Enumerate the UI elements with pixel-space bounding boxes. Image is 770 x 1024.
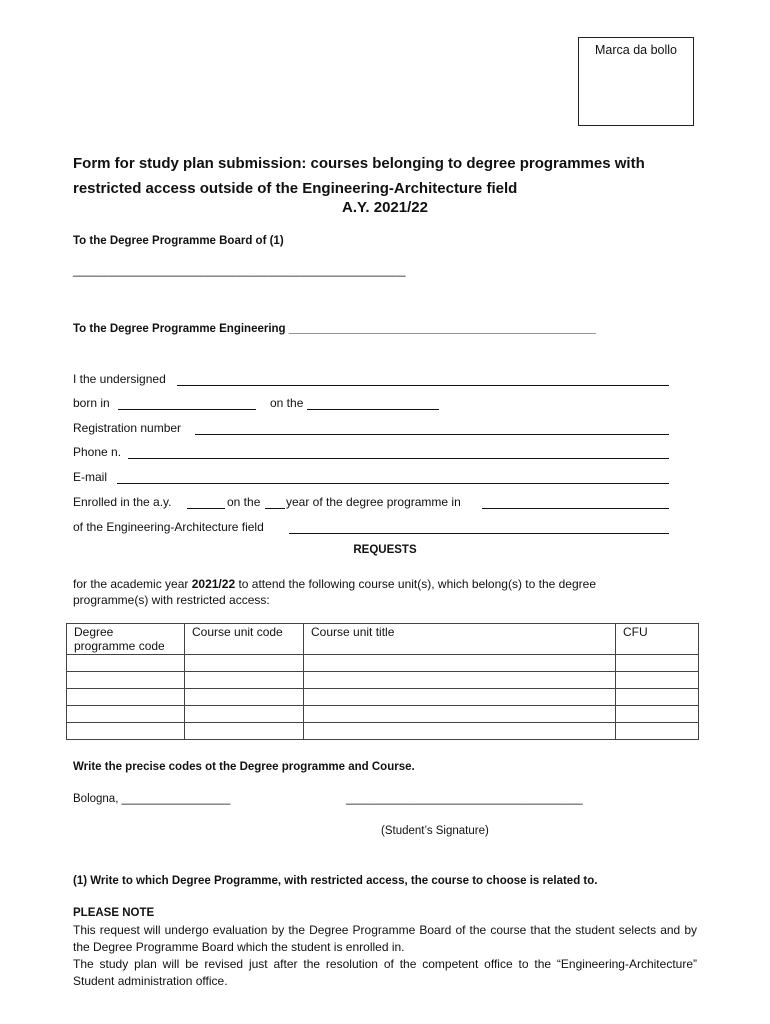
header-degree-code: Degree programme code (67, 624, 185, 655)
table-cell[interactable] (304, 655, 616, 672)
table-cell[interactable] (304, 723, 616, 740)
field-field[interactable] (289, 533, 669, 534)
title-line-1: Form for study plan submission: courses belonging to degree programmes with (73, 155, 645, 172)
table-cell[interactable] (67, 672, 185, 689)
phone-label: Phone n. (73, 445, 122, 459)
table-row (67, 672, 699, 689)
signature-line[interactable]: _____________________________________ (346, 793, 583, 805)
place-date-line[interactable]: Bologna, _________________ (73, 793, 231, 805)
enrolled-year-field[interactable] (265, 508, 285, 509)
table-row (67, 723, 699, 740)
enrolled-ay-label: Enrolled in the a.y. (73, 495, 172, 509)
table-cell[interactable] (67, 655, 185, 672)
table-row (67, 655, 699, 672)
programme-field[interactable] (482, 508, 669, 509)
table-cell[interactable] (185, 706, 304, 723)
field-label: of the Engineering-Architecture field (73, 520, 264, 534)
course-table (66, 623, 699, 740)
undersigned-field[interactable] (177, 385, 669, 386)
table-cell[interactable] (185, 672, 304, 689)
registration-field[interactable] (195, 434, 669, 435)
form-title (73, 151, 713, 201)
table-cell[interactable] (304, 672, 616, 689)
header-course-unit-code: Course unit code (185, 624, 304, 655)
header-cfu: CFU (616, 624, 699, 655)
table-row (67, 689, 699, 706)
requests-text-c: programme(s) with restricted access: (73, 593, 270, 607)
academic-year: A.Y. 2021/22 (342, 199, 428, 216)
footnote: (1) Write to which Degree Programme, with restricted access, the course to choose is related to. (73, 875, 598, 887)
requests-year: 2021/22 (191, 577, 236, 591)
table-cell[interactable] (304, 689, 616, 706)
table-cell[interactable] (304, 706, 616, 723)
email-field[interactable] (117, 483, 669, 484)
table-header-row (67, 624, 699, 655)
enrolled-on-label: on the (227, 495, 261, 509)
requests-text (73, 576, 703, 608)
undersigned-label: I the undersigned (73, 372, 166, 386)
engineering-label[interactable]: To the Degree Programme Engineering ________________________________________________ (73, 323, 596, 335)
table-cell[interactable] (185, 689, 304, 706)
board-line[interactable]: ____________________________________________________ (73, 265, 406, 277)
table-cell[interactable] (185, 655, 304, 672)
enrolled-ay-field[interactable] (187, 508, 225, 509)
programme-label: year of the degree programme in (286, 495, 461, 509)
stamp-label: Marca da bollo (595, 43, 677, 57)
birth-date-field[interactable] (307, 409, 439, 410)
requests-text-b: to attend the following course unit(s), which belong(s) to the degree (235, 577, 596, 591)
registration-label: Registration number (73, 421, 182, 435)
table-cell[interactable] (67, 689, 185, 706)
born-in-label: born in (73, 396, 110, 410)
table-cell[interactable] (67, 723, 185, 740)
table-cell[interactable] (616, 706, 699, 723)
requests-heading: REQUESTS (353, 544, 417, 556)
on-the-label: on the (270, 396, 304, 410)
table-cell[interactable] (616, 723, 699, 740)
instructions: Write the precise codes ot the Degree programme and Course. (73, 761, 415, 773)
title-line-2: restricted access outside of the Engineering-Architecture field (73, 180, 518, 197)
table-row (67, 706, 699, 723)
email-label: E-mail (73, 470, 108, 484)
stamp-box (578, 37, 694, 126)
note-paragraph-1: This request will undergo evaluation by the Degree Programme Board of the course that the student selects and by the Degree Programme Board which the student is enrolled in. (73, 923, 697, 954)
note-heading: PLEASE NOTE (73, 907, 155, 919)
table-cell[interactable] (185, 723, 304, 740)
table-cell[interactable] (67, 706, 185, 723)
born-in-field[interactable] (118, 409, 256, 410)
requests-text-a: for the academic year (73, 577, 192, 591)
table-cell[interactable] (616, 689, 699, 706)
board-label: To the Degree Programme Board of (1) (73, 235, 284, 247)
note-paragraph-2: The study plan will be revised just after the resolution of the competent office to the “Engineering-Architecture” Student administration office. (73, 957, 697, 988)
table-cell[interactable] (616, 655, 699, 672)
header-course-unit-title: Course unit title (304, 624, 616, 655)
table-cell[interactable] (616, 672, 699, 689)
phone-field[interactable] (128, 458, 669, 459)
signature-label: (Student’s Signature) (381, 825, 489, 837)
